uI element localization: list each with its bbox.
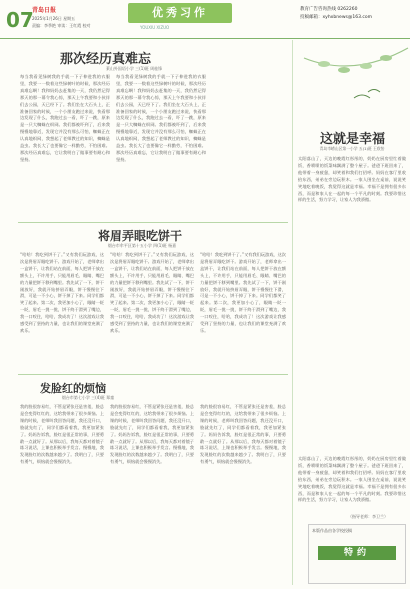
article-body-continued: 我的脸很容易红，不管是紧张还是害羞，脸总是会变得红红的，这给我带来了很多烦恼。上课的时候，老师叫我回答问题，我还没开口，脸就先红了，同学们都看着我，我更加紧张了。妈妈告诉我，脸红是很正常的事，只要勇敢一点就好了。从那以后，我每天都对着镜子练习说话，上课也积极举手发言。慢慢地，我发现脸红的次数越来越少了。我明白了，只要有勇气，烦恼就会慢慢消失。 bbox=[200, 404, 286, 465]
date-line: 2025年1月26日 星期五 bbox=[32, 16, 76, 21]
email-text: 投稿邮箱：xyhxbnews@163.com bbox=[300, 15, 372, 20]
info-box-label: 本版作品由各学校投稿 bbox=[312, 528, 352, 533]
article-author: 青岛市崂山区第一小学 五(1)班 王欣怡 bbox=[319, 146, 385, 151]
article-title: 将眉弄眼吃饼干 bbox=[98, 229, 183, 243]
article-author: 莱山外国语小学 三(1)班 周桂锋 bbox=[105, 66, 163, 71]
article-title: 这就是幸福 bbox=[320, 132, 386, 147]
article-body-continued: “哈哈！我吃到饼干了。”又有我们玩游戏，这次是将眉弄眼吃饼干。游戏开始了，老师拿出一盒饼干，让我们站在前面，每人把饼干放在额头上，不许用手，只能用眉毛、眼睛、嘴巴的力量把饼干移到嘴里。我先试了一下，饼干刚放好，我就开始挤眉弄眼，饼干慢慢往下滑，可是一不小心，饼干掉了下来。同学们都笑了起来。第二次，我更加小心了，眼睛一眨一眨，眉毛一挑一挑，饼干终于滑到了嘴边，我一口咬住，哈哈，我成功了！这次游戏让我感受到了坚持的力量，也让我们的课堂充满了欢乐。 bbox=[200, 252, 286, 333]
paper-logo: 青岛日报 bbox=[32, 7, 57, 14]
article-title: 发脸红的烦恼 bbox=[40, 382, 106, 395]
article-title: 那次经历真难忘 bbox=[60, 52, 152, 67]
article-body: 每当我看见绿树我的手就一下子伸进我的衣服里，我要一一数着这些绿树叶的时候，那次经历真难忘啊！我和妈妈去赶集的一天，我仍然记得那天的那一幕令我心惊，那天上午我要和小伙伴们去公园，天已经下了。我们坐在大石头上，正准备回家的时候，一个小朋友跑过来说，快看那边发现了什么，我跑过去一看，吓了一跳，原来是一只大蜘蛛在织网。我们都被吓到了，后来我慢慢地靠近，发现它并没有那么可怕，蜘蛛正在认真地织网，我想起了老师教过的知识，蜘蛛是益虫。我长大了也要像它一样勤劳，不怕困难。那次经历真难忘，它让我明白了做事要有耐心和坚持。 bbox=[20, 74, 110, 162]
divider bbox=[18, 374, 288, 375]
article-body: 太阳落山了，天边的晚霞红彤彤的，奶奶在厨房里忙着做饭，香喷喷的饭菜味飘满了整个屋子。爸爸下班回来了，他带着一身疲惫，却笑着和我们打招呼。妈妈在客厅里收拾东西，弟弟在旁边玩积木。一家人围坐在桌前，说说笑笑地吃着晚饭，我觉得这就是幸福。幸福不是拥有很多东西，而是和家人在一起的每一个平凡的时刻。我要珍惜这样的生活，努力学习，让家人为我骄傲。 bbox=[298, 156, 406, 203]
hotline-text: 教育广告咨询热线 0262260 bbox=[300, 7, 358, 12]
teacher-note: （指导老师：李卫兰） bbox=[348, 514, 388, 519]
article-author: 烟台市第七小学 三(4)班 郑童 bbox=[61, 395, 115, 400]
section-subtitle: YOUXIU XIZUO bbox=[140, 25, 170, 30]
article-body-continued: “哈哈！我吃到饼干了。”又有我们玩游戏，这次是将眉弄眼吃饼干。游戏开始了，老师拿出一盒饼干，让我们站在前面，每人把饼干放在额头上，不许用手，只能用眉毛、眼睛、嘴巴的力量把饼干移到嘴里。我先试了一下，饼干刚放好，我就开始挤眉弄眼，饼干慢慢往下滑，可是一不小心，饼干掉了下来。同学们都笑了起来。第二次，我更加小心了，眼睛一眨一眨，眉毛一挑一挑，饼干终于滑到了嘴边，我一口咬住，哈哈，我成功了！这次游戏让我感受到了坚持的力量，也让我们的课堂充满了欢乐。 bbox=[110, 252, 194, 333]
divider bbox=[18, 222, 288, 223]
column-separator bbox=[292, 40, 293, 585]
info-box-stamp: 特约 bbox=[318, 546, 396, 560]
article-body: 我的脸很容易红，不管是紧张还是害羞，脸总是会变得红红的，这给我带来了很多烦恼。上课的时候，老师叫我回答问题，我还没开口，脸就先红了，同学们都看着我，我更加紧张了。妈妈告诉我，脸红是很正常的事，只要勇敢一点就好了。从那以后，我每天都对着镜子练习说话，上课也积极举手发言。慢慢地，我发现脸红的次数越来越少了。我明白了，只要有勇气，烦恼就会慢慢消失。 bbox=[20, 404, 104, 465]
article-body-continued: 太阳落山了，天边的晚霞红彤彤的，奶奶在厨房里忙着做饭，香喷喷的饭菜味飘满了整个屋子。爸爸下班回来了，他带着一身疲惫，却笑着和我们打招呼。妈妈在客厅里收拾东西，弟弟在旁边玩积木。一家人围坐在桌前，说说笑笑地吃着晚饭，我觉得这就是幸福。幸福不是拥有很多东西，而是和家人在一起的每一个平凡的时刻。我要珍惜这样的生活，努力学习，让家人为我骄傲。 bbox=[298, 456, 406, 503]
article-author: 烟台市牟平区第十五小学 四(1)班 杨嘉 bbox=[107, 243, 177, 248]
article-body: “哈哈！我吃到饼干了。”又有我们玩游戏，这次是将眉弄眼吃饼干。游戏开始了，老师拿出一盒饼干，让我们站在前面，每人把饼干放在额头上，不许用手，只能用眉毛、眼睛、嘴巴的力量把饼干移到嘴里。我先试了一下，饼干刚放好，我就开始挤眉弄眼，饼干慢慢往下滑，可是一不小心，饼干掉了下来。同学们都笑了起来。第二次，我更加小心了，眼睛一眨一眨，眉毛一挑一挑，饼干终于滑到了嘴边，我一口咬住，哈哈，我成功了！这次游戏让我感受到了坚持的力量，也让我们的课堂充满了欢乐。 bbox=[20, 252, 104, 333]
article-body-continued: 每当我看见绿树我的手就一下子伸进我的衣服里，我要一一数着这些绿树叶的时候，那次经历真难忘啊！我和妈妈去赶集的一天，我仍然记得那天的那一幕令我心惊，那天上午我要和小伙伴们去公园，天已经下了。我们坐在大石头上，正准备回家的时候，一个小朋友跑过来说，快看那边发现了什么，我跑过去一看，吓了一跳，原来是一只大蜘蛛在织网。我们都被吓到了，后来我慢慢地靠近，发现它并没有那么可怕，蜘蛛正在认真地织网，我想起了老师教过的知识，蜘蛛是益虫。我长大了也要像它一样勤劳，不怕困难。那次经历真难忘，它让我明白了做事要有耐心和坚持。 bbox=[116, 74, 206, 162]
article-body-continued: 我的脸很容易红，不管是紧张还是害羞，脸总是会变得红红的，这给我带来了很多烦恼。上课的时候，老师叫我回答问题，我还没开口，脸就先红了，同学们都看着我，我更加紧张了。妈妈告诉我，脸红是很正常的事，只要勇敢一点就好了。从那以后，我每天都对着镜子练习说话，上课也积极举手发言。慢慢地，我发现脸红的次数越来越少了。我明白了，只要有勇气，烦恼就会慢慢消失。 bbox=[110, 404, 194, 465]
branch-illustration bbox=[294, 38, 410, 122]
editors-line: 责编：李季艳 审读：王红霞 校对 bbox=[32, 23, 91, 28]
page-number: 07 bbox=[6, 8, 34, 32]
section-title: 优秀习作 bbox=[128, 3, 232, 23]
